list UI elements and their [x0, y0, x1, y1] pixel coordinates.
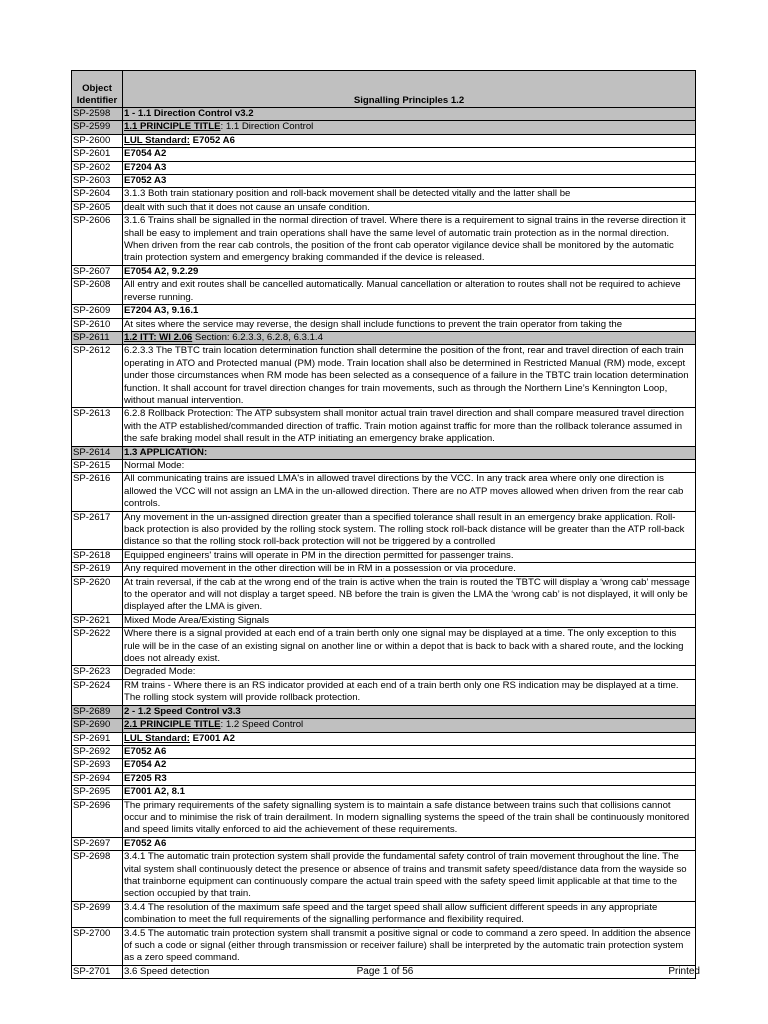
row-object-id: SP-2693 [72, 759, 123, 772]
table-row [72, 786, 696, 799]
row-object-id: SP-2603 [72, 175, 123, 188]
row-object-id: SP-2696 [72, 799, 123, 837]
row-principle-text: E7052 A6 [123, 837, 696, 850]
table-row [72, 679, 696, 705]
row-principle-text: 2 - 1.2 Speed Control v3.3 [123, 705, 696, 718]
table-row [72, 345, 696, 408]
header-object-identifier: Object Identifier [72, 71, 123, 108]
row-principle-text: E7054 A2 [123, 148, 696, 161]
row-object-id: SP-2701 [72, 965, 123, 978]
table-row [72, 927, 696, 965]
row-value: Section: 6.2.3.3, 6.2.8, 6.3.1.4 [192, 331, 323, 343]
table-row [72, 705, 696, 718]
row-object-id: SP-2621 [72, 614, 123, 627]
row-principle-text: Mixed Mode Area/Existing Signals [123, 614, 696, 627]
table-row [72, 408, 696, 446]
row-object-id: SP-2689 [72, 705, 123, 718]
row-object-id: SP-2695 [72, 786, 123, 799]
table-row [72, 175, 696, 188]
table-row [72, 134, 696, 147]
row-object-id: SP-2691 [72, 732, 123, 745]
row-principle-text: E7052 A6 [123, 745, 696, 758]
row-object-id: SP-2610 [72, 318, 123, 331]
row-principle-text: 6.2.3.3 The TBTC train location determination function shall determine the position of the front, rear and travel direction of each train operating in ATO and Protected manual (PM) mode. Train location shall also be determined in Restricted Manual (RM) mode, except under those circumstances when RM mode has been selected as a consequence of a failure in the TBTC train location determination function. It shall account for travel direction changes for train movements, such as through the Northern Line’s Kennington Loop, without manual intervention. [123, 345, 696, 408]
row-principle-text: 6.2.8 Rollback Protection: The ATP subsystem shall monitor actual train travel direction and shall compare measured travel direction with the ATP established/commanded direction of traffic. Train motion against traffic for more than the rollback tolerance assumed in the safe braking model shall result in the ATP initiating an emergency brake application. [123, 408, 696, 446]
row-object-id: SP-2613 [72, 408, 123, 446]
table-row [72, 549, 696, 562]
row-principle-text: Equipped engineers' trains will operate in PM in the direction permitted for passenger trains. [123, 549, 696, 562]
table-row [72, 121, 696, 134]
row-principle-text: Any required movement in the other direction will be in RM in a possession or via procedure. [123, 563, 696, 576]
table-row [72, 759, 696, 772]
table-row [72, 279, 696, 305]
row-object-id: SP-2698 [72, 851, 123, 902]
table-row [72, 331, 696, 344]
row-principle-text: 1.3 APPLICATION: [123, 446, 696, 459]
row-principle-text: 3.4.4 The resolution of the maximum safe speed and the target speed shall allow sufficient different speeds in any appropriate combination to meet the full requirements of the signalling performance and flexibility required. [123, 901, 696, 927]
row-object-id: SP-2692 [72, 745, 123, 758]
requirements-table [71, 70, 696, 979]
table-row [72, 799, 696, 837]
row-object-id: SP-2619 [72, 563, 123, 576]
row-object-id: SP-2608 [72, 279, 123, 305]
row-object-id: SP-2607 [72, 265, 123, 278]
standard-label: LUL Standard: [124, 134, 190, 146]
table-row [72, 201, 696, 214]
row-principle-text: The primary requirements of the safety signalling system is to maintain a safe distance between trains such that collisions cannot occur and to minimise the risk of train derailment. In modern signalling systems the speed of the train shall be continuously monitored and speed limits vitally enforced to aid the achievement of these requirements. [123, 799, 696, 837]
row-principle-text: E7054 A2, 9.2.29 [123, 265, 696, 278]
table-row [72, 576, 696, 614]
row-object-id: SP-2609 [72, 305, 123, 318]
row-principle-text: All entry and exit routes shall be cancelled automatically. Manual cancellation or alteration to routes shall not be required to achieve reverse running. [123, 279, 696, 305]
row-object-id: SP-2602 [72, 161, 123, 174]
row-object-id: SP-2604 [72, 188, 123, 201]
row-principle-text: 3.6 Speed detection [123, 965, 696, 978]
table-row [72, 837, 696, 850]
row-principle-text [123, 121, 696, 134]
row-object-id: SP-2605 [72, 201, 123, 214]
row-principle-text: E7054 A2 [123, 759, 696, 772]
row-principle-text: 1 - 1.1 Direction Control v3.2 [123, 108, 696, 121]
row-principle-text: 3.1.6 Trains shall be signalled in the normal direction of travel. Where there is a requirement to signal trains in the reverse direction it shall be easy to implement and train operations shall have the same level of automatic train protection as in the normal direction. When driven from the rear cab controls, the position of the front cab operator vigilance device shall be monitored by the automatic train protection system and emergency braking commanded if the device is released. [123, 215, 696, 266]
row-object-id: SP-2617 [72, 511, 123, 549]
table-row [72, 628, 696, 666]
itt-reference: 1.2 ITT: WI 2.06 [124, 331, 193, 343]
row-object-id: SP-2599 [72, 121, 123, 134]
row-principle-text [123, 331, 696, 344]
row-principle-text: E7205 R3 [123, 772, 696, 785]
table-row [72, 108, 696, 121]
row-object-id: SP-2614 [72, 446, 123, 459]
table-row [72, 305, 696, 318]
table-row [72, 563, 696, 576]
row-object-id: SP-2612 [72, 345, 123, 408]
table-row [72, 318, 696, 331]
row-principle-text: E7052 A3 [123, 175, 696, 188]
table-row [72, 148, 696, 161]
row-principle-text: E7001 A2, 8.1 [123, 786, 696, 799]
row-principle-text: Any movement in the un-assigned direction greater than a specified tolerance shall result in an emergency brake application. Roll-back protection is also provided by the rolling stock system. The rolling stock roll-back distance will be greater than the ATP roll-back distance so that the rolling stock roll-back protection will not be triggered by a controlled [123, 511, 696, 549]
row-object-id: SP-2697 [72, 837, 123, 850]
printed-label: Printed [668, 966, 700, 977]
table-row [72, 459, 696, 472]
row-object-id: SP-2622 [72, 628, 123, 666]
row-principle-text: RM trains - Where there is an RS indicator provided at each end of a train berth only one RS indication may be displayed at a time. The rolling stock system will provide rollback protection. [123, 679, 696, 705]
row-object-id: SP-2601 [72, 148, 123, 161]
row-object-id: SP-2690 [72, 719, 123, 732]
row-principle-text: E7204 A3, 9.16.1 [123, 305, 696, 318]
standard-label: LUL Standard: [124, 732, 190, 744]
table-header-row [72, 71, 696, 108]
row-principle-text: 3.1.3 Both train stationary position and roll-back movement shall be detected vitally and the latter shall be [123, 188, 696, 201]
row-principle-text: At train reversal, if the cab at the wrong end of the train is active when the train is routed the TBTC will display a ‘wrong cab’ message to the operator and will not display a target speed. NB before the train is given the LMA the ‘wrong cab’ is not displayed, it will only be displayed after the LMA is given. [123, 576, 696, 614]
table-row [72, 851, 696, 902]
table-row [72, 215, 696, 266]
table-row [72, 188, 696, 201]
table-row [72, 666, 696, 679]
principle-title-label: 2.1 PRINCIPLE TITLE [124, 719, 221, 731]
standard-value: E7052 A6 [189, 134, 235, 146]
table-row [72, 732, 696, 745]
table-row [72, 265, 696, 278]
table-row [72, 446, 696, 459]
row-object-id: SP-2623 [72, 666, 123, 679]
row-principle-text: dealt with such that it does not cause an unsafe condition. [123, 201, 696, 214]
table-row [72, 901, 696, 927]
row-object-id: SP-2618 [72, 549, 123, 562]
table-row [72, 745, 696, 758]
row-object-id: SP-2624 [72, 679, 123, 705]
row-principle-text: Degraded Mode: [123, 666, 696, 679]
row-principle-text: E7204 A3 [123, 161, 696, 174]
row-object-id: SP-2606 [72, 215, 123, 266]
table-body [72, 108, 696, 979]
row-principle-text: 3.4.1 The automatic train protection system shall provide the fundamental safety control of train movement throughout the line. The vital system shall continuously detect the presence or absence of trains and transmit safety speed/distance data from the wayside so that trainborne equipment can continuously compare the actual train speed with the safety speed limit applicable at that time to the section occupied by that train. [123, 851, 696, 902]
row-principle-text: Where there is a signal provided at each end of a train berth only one signal may be displayed at a time. The only exception to this rule will be in the case of an existing signal on another line or within a depot that is back to back with a shared route, and the locking does not already exist. [123, 628, 696, 666]
row-object-id: SP-2620 [72, 576, 123, 614]
row-value: : 1.1 Direction Control [220, 121, 314, 133]
table-row [72, 719, 696, 732]
row-object-id: SP-2600 [72, 134, 123, 147]
page-number: Page 1 of 56 [356, 966, 414, 977]
row-value: : 1.2 Speed Control [220, 719, 304, 731]
header-signalling-principles: Signalling Principles 1.2 [123, 71, 696, 108]
row-object-id: SP-2699 [72, 901, 123, 927]
row-object-id: SP-2616 [72, 473, 123, 511]
row-principle-text: All communicating trains are issued LMA's in allowed travel directions by the VCC. In any track area where only one direction is allowed the VCC will not assign an LMA in the un-allowed direction. There are no ATP moves allowed when driven from the rear cab controls. [123, 473, 696, 511]
table-row [72, 614, 696, 627]
row-principle-text [123, 732, 696, 745]
table-row [72, 161, 696, 174]
table-row [72, 772, 696, 785]
row-object-id: SP-2598 [72, 108, 123, 121]
row-principle-text: 3.4.5 The automatic train protection system shall transmit a positive signal or code to command a zero speed. In addition the absence of such a code or signal (either through transmission or receiver failure) shall be interpreted by the automatic train protection system as a zero speed command. [123, 927, 696, 965]
row-object-id: SP-2694 [72, 772, 123, 785]
row-object-id: SP-2615 [72, 459, 123, 472]
row-object-id: SP-2700 [72, 927, 123, 965]
row-principle-text: Normal Mode: [123, 459, 696, 472]
row-principle-text: At sites where the service may reverse, the design shall include functions to prevent the train operator from taking the [123, 318, 696, 331]
row-principle-text [123, 719, 696, 732]
row-principle-text [123, 134, 696, 147]
row-object-id: SP-2611 [72, 331, 123, 344]
table-row [72, 511, 696, 549]
principle-title-label: 1.1 PRINCIPLE TITLE [124, 121, 221, 133]
standard-value: E7001 A2 [189, 732, 235, 744]
table-row [72, 473, 696, 511]
